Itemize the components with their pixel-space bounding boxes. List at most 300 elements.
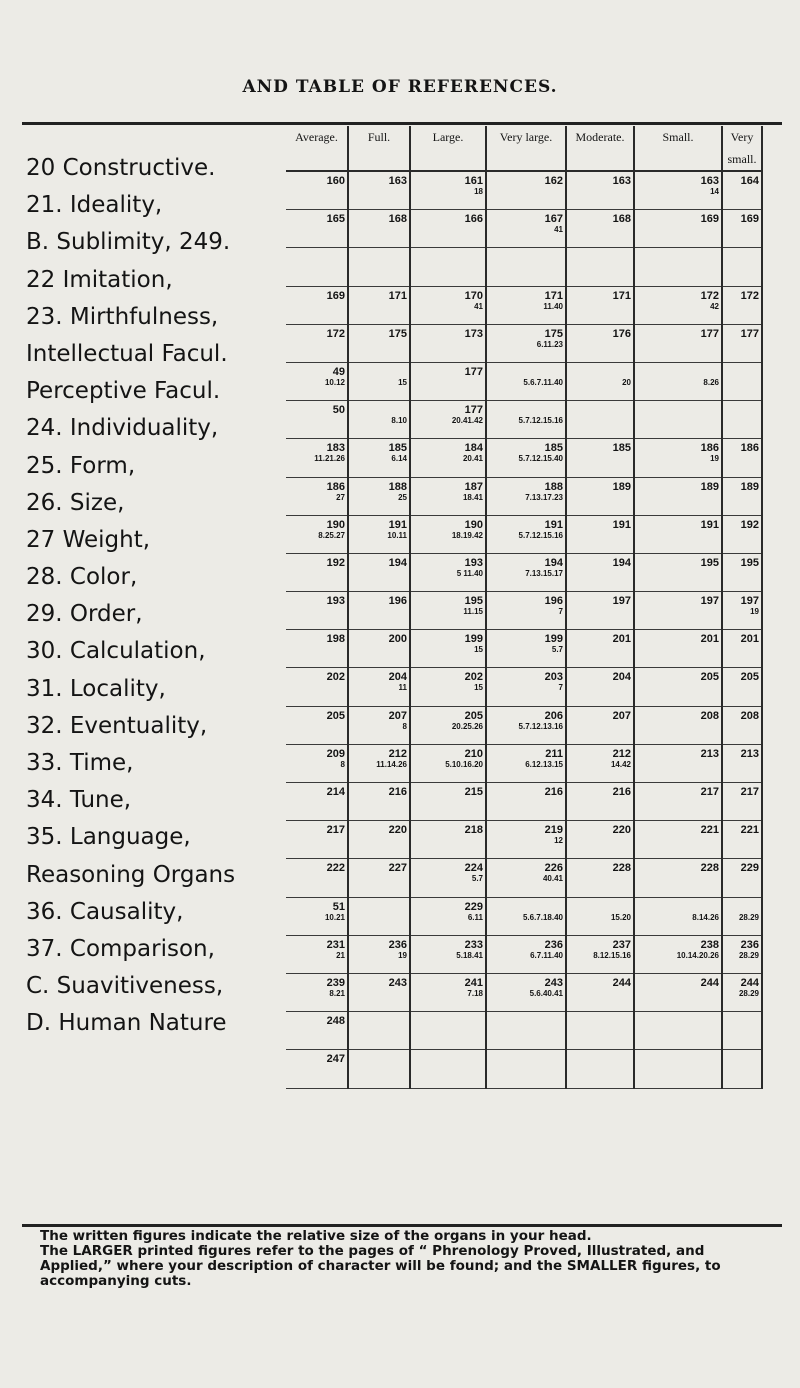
page-number: 166 <box>464 213 483 226</box>
page-number: 208 <box>740 709 759 722</box>
table-cell <box>566 248 634 286</box>
table-cell <box>410 935 486 973</box>
table-cell <box>286 1050 348 1088</box>
page-number: 201 <box>700 633 719 646</box>
table-cell <box>348 668 410 706</box>
table-cell <box>722 248 762 286</box>
table-row <box>286 935 762 973</box>
page-number: 198 <box>326 633 345 646</box>
table-cell <box>566 744 634 782</box>
cut-numbers: 7.13.15.17 <box>525 568 563 578</box>
page-number: 205 <box>326 709 345 722</box>
cut-numbers: 5.6.7.11.40 <box>523 377 563 387</box>
page-number: 164 <box>740 175 759 187</box>
table-cell <box>286 324 348 362</box>
page-number: 207 <box>388 709 407 722</box>
table-row <box>286 1012 762 1050</box>
table-cell <box>566 935 634 973</box>
page-number: 185 <box>388 442 407 455</box>
page-number: 244 <box>700 976 719 989</box>
row-label: 35. Language, <box>26 824 191 851</box>
table-cell <box>722 630 762 668</box>
cut-numbers: 15.20 <box>610 912 631 922</box>
table-cell <box>410 668 486 706</box>
table-cell <box>486 553 566 591</box>
table-cell <box>722 401 762 439</box>
page-number: 197 <box>612 595 631 608</box>
table-cell <box>348 706 410 744</box>
page-number: 214 <box>326 786 345 798</box>
table-cell <box>486 821 566 859</box>
table-cell <box>486 859 566 897</box>
row-label: 23. Mirthfulness, <box>26 303 219 330</box>
table-cell <box>348 821 410 859</box>
table-cell <box>634 897 722 935</box>
cut-numbers: 8.21 <box>329 988 345 998</box>
cut-numbers: 20.25.26 <box>451 721 483 731</box>
page-number: 175 <box>388 327 407 340</box>
page-number: 191 <box>388 518 407 531</box>
row-label: 34. Tune, <box>26 787 132 814</box>
cut-numbers: 28.29 <box>738 950 759 960</box>
page-number: 194 <box>544 556 563 569</box>
row-label: 21. Ideality, <box>26 192 163 219</box>
page-number: 196 <box>388 595 407 608</box>
table-cell <box>722 592 762 630</box>
page-number: 176 <box>612 327 631 340</box>
page-number: 202 <box>326 671 345 684</box>
row-label: 25. Form, <box>26 452 136 479</box>
page-number: 177 <box>464 365 483 378</box>
page-number: 213 <box>700 747 719 760</box>
page-number <box>567 401 633 416</box>
row-label: 37. Comparison, <box>26 935 215 962</box>
table-cell <box>286 935 348 973</box>
table-cell <box>286 706 348 744</box>
page-number: 244 <box>612 976 631 989</box>
page-number: 210 <box>464 747 483 760</box>
table-cell <box>348 515 410 553</box>
page-number <box>349 401 409 416</box>
page-number <box>723 1012 761 1027</box>
page-number: 167 <box>544 213 563 226</box>
table-cell <box>722 171 762 210</box>
table-row <box>286 630 762 668</box>
table-cell <box>722 897 762 935</box>
page-number: 200 <box>388 633 407 646</box>
page-number: 168 <box>612 213 631 226</box>
table-row <box>286 897 762 935</box>
cut-numbers: 5.6.7.18.40 <box>522 912 563 922</box>
page-number: 241 <box>464 976 483 989</box>
table-row <box>286 401 762 439</box>
cut-numbers: 8 <box>340 759 345 769</box>
cut-numbers: 12 <box>554 836 563 846</box>
page-number: 175 <box>544 327 563 340</box>
table-body <box>286 171 762 1088</box>
cut-numbers: 8.14.26 <box>692 912 719 922</box>
table-cell <box>286 553 348 591</box>
cut-numbers: 20 <box>622 377 631 387</box>
table-cell <box>634 210 722 248</box>
page-number <box>635 401 721 416</box>
page-number: 227 <box>388 862 407 875</box>
cut-numbers: 7.18 <box>467 988 483 998</box>
cut-numbers: 27 <box>336 492 345 502</box>
table-cell <box>486 362 566 400</box>
table-cell <box>634 821 722 859</box>
cut-numbers: 8.10 <box>391 416 407 426</box>
page-number: 205 <box>464 709 483 722</box>
table-cell <box>410 592 486 630</box>
page-number <box>487 898 565 913</box>
table-cell <box>348 630 410 668</box>
row-label: 22 Imitation, <box>26 266 173 293</box>
page-number: 197 <box>740 595 759 608</box>
cut-numbers: 5.7 <box>471 874 483 884</box>
cut-numbers: 10.14.20.26 <box>676 950 719 960</box>
table-cell <box>566 897 634 935</box>
row-label: D. Human Nature <box>26 1010 227 1037</box>
cut-numbers: 7 <box>558 607 563 617</box>
table-cell <box>410 439 486 477</box>
cut-numbers: 11 <box>398 683 407 693</box>
page-number: 203 <box>544 671 563 684</box>
column-header: Average. <box>286 126 348 171</box>
page-number: 173 <box>464 327 483 340</box>
table-cell <box>410 1050 486 1088</box>
page-number: 211 <box>545 747 563 760</box>
table-cell <box>722 783 762 821</box>
table-cell <box>634 248 722 286</box>
row-label: 36. Causality, <box>26 898 184 925</box>
page-number: 186 <box>700 442 719 455</box>
table-cell <box>634 324 722 362</box>
page-number: 244 <box>740 976 759 989</box>
cut-numbers: 15 <box>474 683 483 693</box>
page-number: 228 <box>612 862 631 875</box>
page-number <box>411 248 485 263</box>
table-cell <box>722 821 762 859</box>
page-number: 222 <box>326 862 345 875</box>
table-cell <box>566 210 634 248</box>
page-number <box>567 1050 633 1065</box>
page-number: 49 <box>332 365 345 378</box>
page-number: 216 <box>388 786 407 798</box>
table-cell <box>566 286 634 324</box>
table-cell <box>486 783 566 821</box>
page-number: 172 <box>740 289 759 302</box>
page-number: 207 <box>612 709 631 722</box>
page-number: 195 <box>464 595 483 608</box>
page-number: 206 <box>544 709 563 722</box>
table-cell <box>286 439 348 477</box>
page-number <box>567 363 633 378</box>
table-cell <box>634 935 722 973</box>
table-cell <box>286 630 348 668</box>
page-number: 163 <box>388 175 407 187</box>
page-number: 204 <box>612 671 631 684</box>
page-number: 177 <box>740 327 759 340</box>
table-cell <box>410 744 486 782</box>
table-cell <box>410 248 486 286</box>
table-cell <box>286 515 348 553</box>
cut-numbers: 5.6.40.41 <box>529 988 563 998</box>
page-number: 170 <box>464 289 483 302</box>
page-number: 224 <box>464 862 483 875</box>
page-number <box>567 898 633 913</box>
page-number: 161 <box>464 175 483 187</box>
page-number: 229 <box>740 862 759 875</box>
page-number: 213 <box>740 747 759 760</box>
table-cell <box>722 324 762 362</box>
cut-numbers: 5.7.12.15.40 <box>518 454 563 464</box>
page-number: 187 <box>464 480 483 493</box>
page-number <box>487 363 565 378</box>
table-cell <box>634 859 722 897</box>
table-row <box>286 324 762 362</box>
table-cell <box>566 706 634 744</box>
top-rule <box>22 122 782 125</box>
table-cell <box>566 439 634 477</box>
page-number: 171 <box>388 289 407 302</box>
table-cell <box>410 553 486 591</box>
table-cell <box>410 515 486 553</box>
row-label: 31. Locality, <box>26 675 166 702</box>
table-cell <box>348 859 410 897</box>
page-number: 195 <box>740 556 759 569</box>
table-cell <box>286 401 348 439</box>
cut-numbers: 8.12.15.16 <box>593 950 631 960</box>
table-cell <box>486 630 566 668</box>
page-number: 192 <box>326 556 345 569</box>
row-label: Reasoning Organs <box>26 861 236 888</box>
table-cell <box>410 171 486 210</box>
table-cell <box>634 439 722 477</box>
page-number: 163 <box>612 175 631 187</box>
cut-numbers: 20.41 <box>462 454 483 464</box>
page-number: 172 <box>700 289 719 302</box>
cut-numbers: 11.21.26 <box>314 454 345 464</box>
table-row <box>286 515 762 553</box>
table-cell <box>722 477 762 515</box>
table-cell <box>634 592 722 630</box>
page-number: 236 <box>388 938 407 951</box>
cut-numbers: 10.21 <box>324 912 345 922</box>
table-cell <box>634 286 722 324</box>
page-number: 220 <box>388 824 407 837</box>
page-number: 169 <box>326 289 345 302</box>
page-number: 220 <box>612 824 631 837</box>
page-number <box>286 248 347 263</box>
table-cell <box>566 973 634 1011</box>
page-number <box>723 248 761 263</box>
page-number: 169 <box>740 213 759 226</box>
cut-numbers: 25 <box>398 492 407 502</box>
page-number: 50 <box>332 404 345 417</box>
table-cell <box>410 897 486 935</box>
table-cell <box>722 1012 762 1050</box>
column-header: Small. <box>634 126 722 171</box>
page-number: 237 <box>612 938 631 951</box>
table-cell <box>410 477 486 515</box>
row-label: Perceptive Facul. <box>26 378 221 405</box>
page-number: 160 <box>326 175 345 187</box>
page-number: 188 <box>544 480 563 493</box>
footer-line-1: The written figures indicate the relative size of the organs in your head. <box>40 1228 592 1244</box>
page-number: 165 <box>326 213 345 226</box>
page-number: 243 <box>544 976 563 989</box>
cut-numbers: 42 <box>710 301 719 311</box>
table-row <box>286 171 762 210</box>
page-number <box>635 1012 721 1027</box>
row-labels <box>26 150 288 1043</box>
page-number: 189 <box>612 480 631 493</box>
table-cell <box>722 210 762 248</box>
page-number: 194 <box>388 556 407 569</box>
cut-numbers: 5.7 <box>551 645 563 655</box>
page-number: 202 <box>464 671 483 684</box>
table-cell <box>566 324 634 362</box>
table-row <box>286 439 762 477</box>
cut-numbers: 19 <box>398 950 407 960</box>
cut-numbers: 10.12 <box>324 377 345 387</box>
page-number: 185 <box>612 442 631 455</box>
table-cell <box>486 401 566 439</box>
footer-note <box>40 1229 780 1289</box>
table-row <box>286 210 762 248</box>
table-row <box>286 553 762 591</box>
cut-numbers: 5 11.40 <box>456 568 483 578</box>
table-cell <box>722 1050 762 1088</box>
page-number: 191 <box>544 518 563 531</box>
row-label: 26. Size, <box>26 489 125 516</box>
column-header: Very large. <box>486 126 566 171</box>
table-cell <box>410 286 486 324</box>
page-number: 215 <box>464 786 483 798</box>
table-cell <box>566 553 634 591</box>
page-number: 248 <box>326 1015 345 1028</box>
table-cell <box>286 171 348 210</box>
page-header: AND TABLE OF REFERENCES. <box>242 77 558 97</box>
table-cell <box>410 630 486 668</box>
table-cell <box>722 362 762 400</box>
page-number: 236 <box>740 938 759 951</box>
table-cell <box>722 744 762 782</box>
table-cell <box>410 210 486 248</box>
page-number: 193 <box>326 595 345 608</box>
table-row <box>286 286 762 324</box>
table-cell <box>722 668 762 706</box>
page-number: 217 <box>700 786 719 798</box>
table-cell <box>634 973 722 1011</box>
page-number: 191 <box>700 518 719 531</box>
table-row <box>286 744 762 782</box>
cut-numbers: 7 <box>558 683 563 693</box>
cut-numbers: 8.26 <box>703 377 719 387</box>
page-number: 190 <box>464 518 483 531</box>
page-number: 194 <box>612 556 631 569</box>
page-number: 247 <box>326 1053 345 1066</box>
table-cell <box>566 477 634 515</box>
table-cell <box>486 1012 566 1050</box>
table-cell <box>486 248 566 286</box>
cut-numbers: 6.7.11.40 <box>530 950 563 960</box>
table-cell <box>486 668 566 706</box>
table-cell <box>486 706 566 744</box>
page-number: 171 <box>612 289 631 302</box>
table-cell <box>566 783 634 821</box>
table-cell <box>286 744 348 782</box>
row-label: 33. Time, <box>26 750 134 776</box>
cut-numbers: 5.10.16.20 <box>445 759 483 769</box>
page-number: 171 <box>544 289 563 302</box>
reference-table <box>286 126 763 1089</box>
table-cell <box>348 897 410 935</box>
table-cell <box>722 706 762 744</box>
table-cell <box>286 362 348 400</box>
page-number: 201 <box>612 633 631 646</box>
row-label: 20 Constructive. <box>26 155 216 181</box>
table-cell <box>486 744 566 782</box>
table-cell <box>410 859 486 897</box>
table-cell <box>566 171 634 210</box>
row-label: C. Suavitiveness, <box>26 973 224 1000</box>
page-number: 212 <box>388 747 407 760</box>
column-header: Moderate. <box>566 126 634 171</box>
table-cell <box>634 783 722 821</box>
table-cell <box>722 935 762 973</box>
page-number <box>723 1050 761 1065</box>
table-cell <box>348 744 410 782</box>
table-row <box>286 362 762 400</box>
page-number: 239 <box>326 976 345 989</box>
table-cell <box>566 401 634 439</box>
table-cell <box>348 935 410 973</box>
bottom-rule <box>22 1224 782 1227</box>
cut-numbers: 14.42 <box>610 759 631 769</box>
table-cell <box>348 439 410 477</box>
page-number: 208 <box>700 709 719 722</box>
table-cell <box>722 286 762 324</box>
table-cell <box>348 477 410 515</box>
cut-numbers: 6.14 <box>391 454 407 464</box>
page-number <box>349 248 409 263</box>
table-cell <box>486 286 566 324</box>
page-number <box>567 248 633 263</box>
page-number <box>349 898 409 913</box>
page-number: 185 <box>544 442 563 455</box>
table-cell <box>348 1012 410 1050</box>
page-number <box>349 1012 409 1027</box>
page-number: 216 <box>544 786 563 798</box>
table-cell <box>634 1012 722 1050</box>
table-cell <box>286 668 348 706</box>
table-cell <box>566 821 634 859</box>
table-cell <box>566 515 634 553</box>
table-cell <box>410 362 486 400</box>
footer-line-2: The LARGER printed figures refer to the pages of “ Phrenology Proved, Illustrated, and Applied,” where your description of character will be found; and the SMALLER figures, to accompanying cuts. <box>40 1243 721 1289</box>
page-number: 221 <box>740 824 759 837</box>
table-row <box>286 248 762 286</box>
table-cell <box>722 973 762 1011</box>
page-number: 229 <box>464 900 483 913</box>
table-cell <box>486 515 566 553</box>
cut-numbers: 18.41 <box>462 492 483 502</box>
page-number: 238 <box>700 938 719 951</box>
table-cell <box>410 821 486 859</box>
table-cell <box>634 553 722 591</box>
